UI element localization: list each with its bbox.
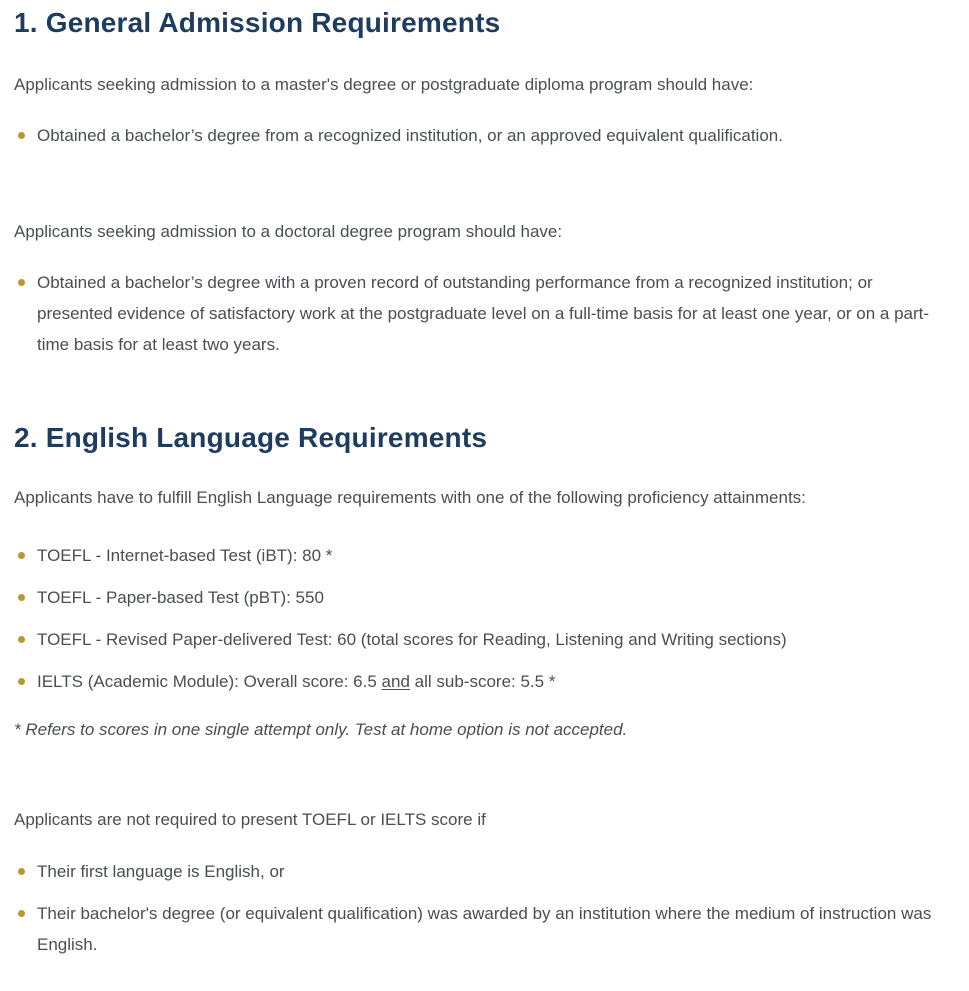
list-item-text: TOEFL - Paper-based Test (pBT): 550: [37, 588, 324, 607]
list-item-medium-of-instruction: [14, 898, 951, 960]
ielts-text-pre: IELTS (Academic Module): Overall score: 6.5: [37, 672, 382, 691]
list-item-text: Their first language is English, or: [37, 862, 285, 881]
bullet-icon: [18, 132, 25, 139]
bullet-icon: [18, 910, 25, 917]
doctoral-requirements-list: [14, 267, 951, 360]
masters-requirements-list: [14, 120, 951, 151]
list-item-toefl-pbt: [14, 582, 951, 613]
masters-intro-paragraph: Applicants seeking admission to a master's degree or postgraduate diploma program should have:: [14, 75, 754, 94]
bullet-icon: [18, 868, 25, 875]
english-intro-paragraph: Applicants have to fulfill English Language requirements with one of the following proficiency attainments:: [14, 488, 806, 507]
list-item-toefl-revised: [14, 624, 951, 655]
list-item-text: TOEFL - Revised Paper-delivered Test: 60 (total scores for Reading, Listening and Writing sections): [37, 630, 787, 649]
doctoral-intro-paragraph: Applicants seeking admission to a doctoral degree program should have:: [14, 222, 563, 241]
list-item: [14, 267, 951, 360]
list-item-first-language: [14, 856, 951, 887]
list-item-toefl-ibt: [14, 540, 951, 571]
english-tests-list: [14, 540, 951, 697]
list-item-text: [37, 672, 555, 691]
bullet-icon: [18, 594, 25, 601]
bullet-icon: [18, 636, 25, 643]
ielts-and-underlined: and: [381, 672, 410, 691]
list-item: [14, 120, 951, 151]
exemption-intro-paragraph: Applicants are not required to present TOEFL or IELTS score if: [14, 810, 486, 829]
list-item-text: TOEFL - Internet-based Test (iBT): 80 *: [37, 546, 333, 565]
list-item-ielts: [14, 666, 951, 697]
list-item-text: Obtained a bachelor’s degree from a recognized institution, or an approved equivalent qualification.: [37, 126, 783, 145]
ielts-text-post: all sub-score: 5.5 *: [409, 672, 556, 691]
list-item-text: Obtained a bachelor’s degree with a proven record of outstanding performance from a recognized institution; or presented evidence of satisfactory work at the postgraduate level on a full-time basis for at least one year, or on a part-time basis for at least two years.: [37, 273, 930, 354]
score-footnote: * Refers to scores in one single attempt only. Test at home option is not accepted.: [14, 720, 628, 739]
section-1-heading: 1. General Admission Requirements: [14, 7, 501, 38]
section-2-heading: 2. English Language Requirements: [14, 422, 488, 453]
bullet-icon: [18, 279, 25, 286]
list-item-text: Their bachelor's degree (or equivalent qualification) was awarded by an institution where the medium of instruction was English.: [37, 904, 932, 954]
bullet-icon: [18, 552, 25, 559]
exemption-list: [14, 856, 951, 960]
bullet-icon: [18, 678, 25, 685]
